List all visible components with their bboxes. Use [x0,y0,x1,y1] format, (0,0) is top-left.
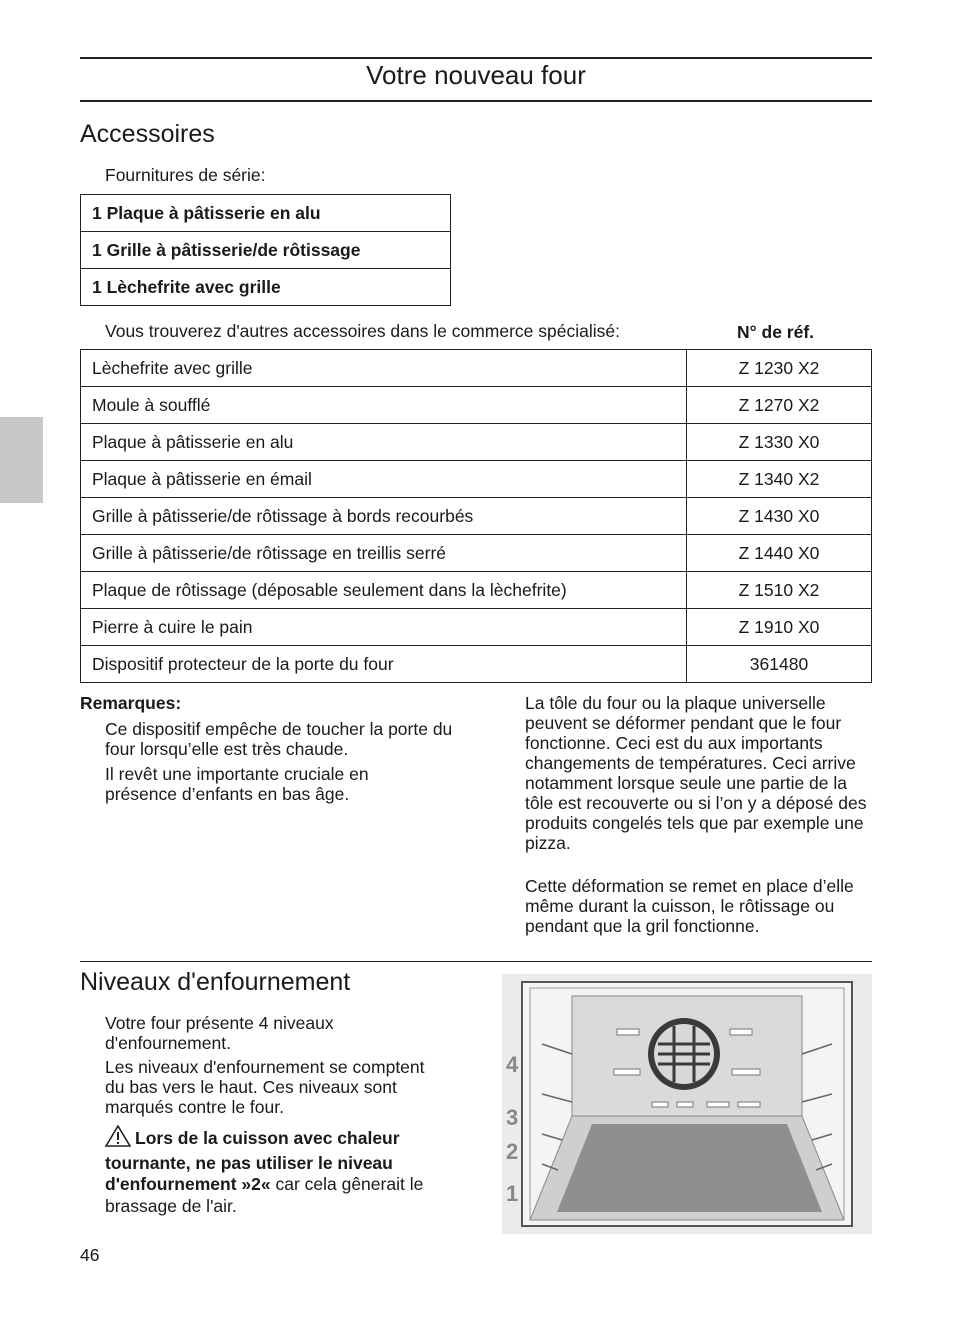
accessories-heading: Accessoires [80,120,215,148]
table-row [81,269,451,306]
table-row [81,424,872,461]
item-name: Plaque de rôtissage (déposable seulement dans la lèchefrite) [81,572,687,609]
warning-bold-text: Lors de la cuisson avec chaleur tournante, ne pas utiliser le niveau d'enfournement »2« [105,1128,400,1194]
oven-illustration [502,974,872,1234]
levels-heading: Niveaux d'enfournement [80,968,351,996]
item-name: Grille à pâtisserie/de rôtissage en treillis serré [81,535,687,572]
levels-warning [105,1125,460,1217]
remarks-left-paragraph-1: Ce dispositif empêche de toucher la porte du four lorsqu’elle est très chaude. [105,719,453,759]
item-ref: Z 1440 X0 [687,535,872,572]
item-name: Moule à soufflé [81,387,687,424]
levels-paragraph-1: Votre four présente 4 niveaux d'enfournement. [105,1013,334,1053]
item-ref: 361480 [687,646,872,683]
level-label-2: 2 [506,1139,519,1164]
series-label: Fournitures de série: [105,165,266,185]
accessories-ref-table [80,349,872,683]
item-name: Pierre à cuire le pain [81,609,687,646]
item-ref: Z 1510 X2 [687,572,872,609]
levels-paragraph-2: Les niveaux d'enfournement se comptent du bas vers le haut. Ces niveaux sont marqués contre le four. [105,1057,425,1117]
series-item: 1 Grille à pâtisserie/de rôtissage [81,232,451,269]
table-row [81,572,872,609]
series-item: 1 Plaque à pâtisserie en alu [81,195,451,232]
series-items-table [80,194,451,306]
item-ref: Z 1430 X0 [687,498,872,535]
item-name: Lèchefrite avec grille [81,350,687,387]
remarks-right-paragraph-1: La tôle du four ou la plaque universelle peuvent se déformer pendant que le four fonctionne. Ceci est du aux importants changements de températures. Ceci arrive notamment lorsque seule une partie de la tôle est recouverte ou si l’on y a déposé des produits congelés tels que par exemple une pizza. [525,693,867,853]
page-header-title: Votre nouveau four [366,60,586,90]
table-row [81,535,872,572]
table-row [81,350,872,387]
level-label-1: 1 [506,1181,519,1206]
table-row [81,232,451,269]
item-ref: Z 1270 X2 [687,387,872,424]
warning-rest-text: car cela gênerait le brassage de l'air. [105,1174,424,1216]
table-row [81,646,872,683]
level-label-4: 4 [506,1052,519,1077]
level-label-3: 3 [506,1105,519,1130]
item-ref: Z 1340 X2 [687,461,872,498]
more-accessories-text: Vous trouverez d'autres accessoires dans le commerce spécialisé: [105,321,620,341]
table-row [81,609,872,646]
series-item: 1 Lèchefrite avec grille [81,269,451,306]
remarks-right-paragraph-2: Cette déformation se remet en place d’elle même durant la cuisson, le rôtissage ou pendant que la gril fonctionne. [525,876,854,936]
remarks-left-paragraph-2: Il revêt une importante cruciale en présence d’enfants en bas âge. [105,764,369,804]
item-name: Plaque à pâtisserie en émail [81,461,687,498]
header-top-rule [80,57,872,59]
oven-cavity-drawing [502,974,872,1234]
side-tab-marker [0,417,43,503]
item-name: Dispositif protecteur de la porte du four [81,646,687,683]
page-number: 46 [80,1245,100,1265]
table-row [81,461,872,498]
table-row [81,387,872,424]
item-ref: Z 1230 X2 [687,350,872,387]
section-divider [80,961,872,962]
ref-column-header: N° de réf. [737,322,815,342]
item-name: Plaque à pâtisserie en alu [81,424,687,461]
header-bottom-rule [80,100,872,102]
warning-triangle-icon [105,1125,131,1153]
item-name: Grille à pâtisserie/de rôtissage à bords recourbés [81,498,687,535]
item-ref: Z 1910 X0 [687,609,872,646]
item-ref: Z 1330 X0 [687,424,872,461]
table-row [81,498,872,535]
table-row [81,195,451,232]
remarks-heading: Remarques: [80,693,182,713]
